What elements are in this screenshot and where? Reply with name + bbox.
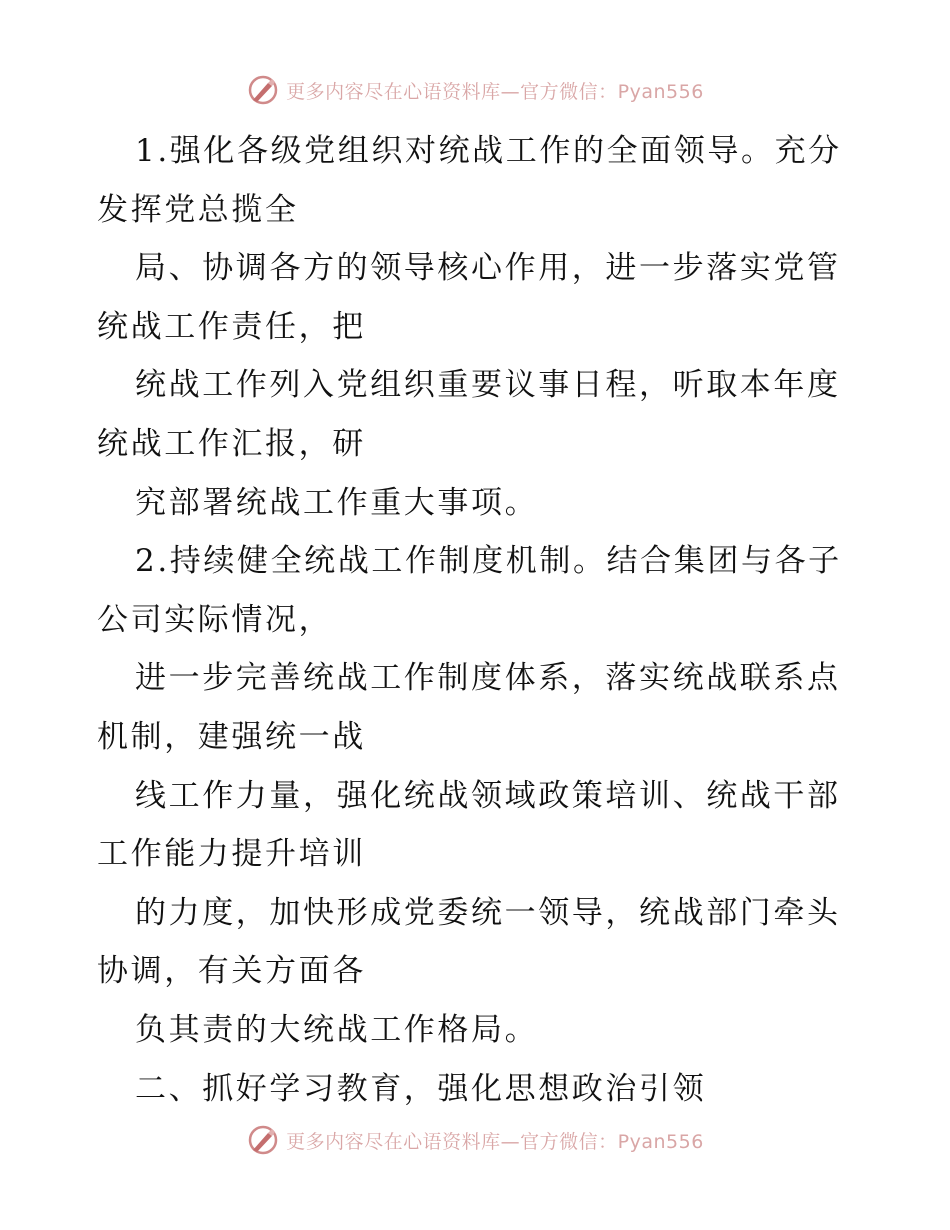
text-line: 统战工作汇报，研 — [97, 425, 366, 462]
section-heading: 二、抓好学习教育，强化思想政治引领 — [135, 1070, 707, 1107]
text-line: 究部署统战工作重大事项。 — [135, 484, 539, 521]
text-line: 公司实际情况， — [97, 601, 333, 638]
text-line: 2.持续健全统战工作制度机制。结合集团与各子 — [135, 543, 842, 580]
text-line: 统战工作列入党组织重要议事日程，听取本年度 — [135, 367, 841, 404]
pen-logo-icon — [246, 73, 280, 107]
text-line: 的力度，加快形成党委统一领导，统战部门牵头 — [135, 894, 841, 931]
text-line: 统战工作责任，把 — [97, 308, 366, 345]
text-line: 负其责的大统战工作格局。 — [135, 1011, 539, 1048]
watermark-text: 更多内容尽在心语资料库—官方微信：Pyan556 — [286, 80, 704, 103]
watermark-footer — [0, 1120, 950, 1160]
watermark-text: 更多内容尽在心语资料库—官方微信：Pyan556 — [286, 1130, 704, 1153]
text-line: 线工作力量，强化统战领域政策培训、统战干部 — [135, 777, 841, 814]
text-line: 发挥党总揽全 — [97, 191, 299, 228]
text-line: 进一步完善统战工作制度体系，落实统战联系点 — [135, 660, 841, 697]
watermark-header — [0, 70, 950, 110]
text-line: 局、协调各方的领导核心作用，进一步落实党管 — [135, 250, 841, 287]
text-line: 工作能力提升培训 — [97, 836, 366, 873]
pen-logo-icon — [246, 1123, 280, 1157]
text-line: 1.强化各级党组织对统战工作的全面领导。充分 — [135, 133, 842, 169]
text-line: 协调，有关方面各 — [97, 953, 366, 990]
text-line: 机制，建强统一战 — [97, 718, 366, 755]
document-body — [97, 122, 857, 1118]
